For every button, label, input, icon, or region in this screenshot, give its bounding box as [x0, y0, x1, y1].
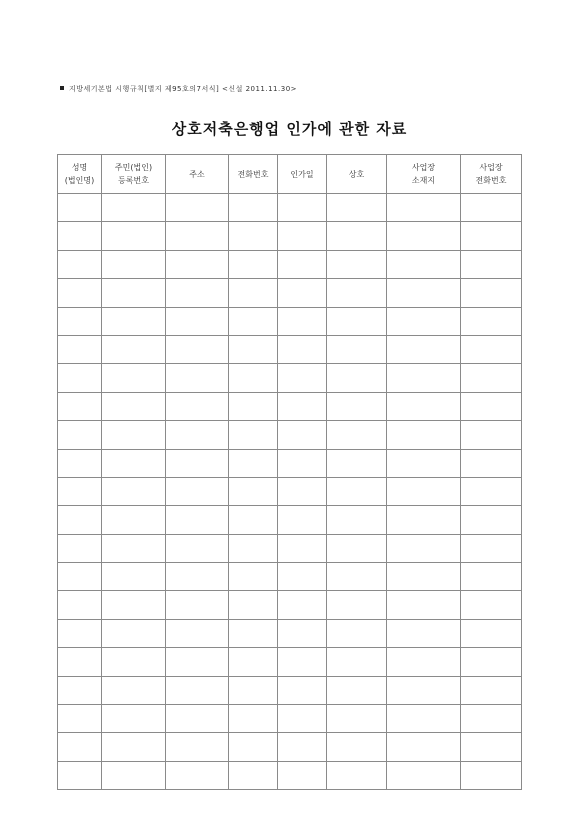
- table-cell: [166, 506, 229, 534]
- table-cell: [327, 733, 387, 761]
- table-cell: [387, 335, 461, 363]
- table-cell: [327, 648, 387, 676]
- table-cell: [278, 676, 327, 704]
- column-header-address: 주소: [166, 155, 229, 194]
- table-cell: [166, 705, 229, 733]
- table-cell: [461, 761, 522, 789]
- table-cell: [327, 449, 387, 477]
- table-cell: [278, 648, 327, 676]
- table-cell: [166, 534, 229, 562]
- table-cell: [58, 534, 102, 562]
- bullet-square-icon: [60, 86, 64, 90]
- table-cell: [387, 194, 461, 222]
- table-cell: [461, 222, 522, 250]
- table-cell: [327, 250, 387, 278]
- table-cell: [461, 392, 522, 420]
- table-cell: [229, 421, 278, 449]
- table-cell: [229, 733, 278, 761]
- table-cell: [387, 364, 461, 392]
- table-row: [58, 619, 522, 647]
- table-row: [58, 733, 522, 761]
- table-cell: [166, 250, 229, 278]
- table-cell: [229, 705, 278, 733]
- table-row: [58, 534, 522, 562]
- table-cell: [387, 307, 461, 335]
- table-cell: [461, 449, 522, 477]
- table-cell: [387, 392, 461, 420]
- table-row: [58, 307, 522, 335]
- table-cell: [278, 449, 327, 477]
- table-row: [58, 392, 522, 420]
- table-cell: [166, 591, 229, 619]
- table-cell: [327, 392, 387, 420]
- table-cell: [58, 477, 102, 505]
- table-cell: [102, 335, 166, 363]
- table-cell: [102, 449, 166, 477]
- table-cell: [166, 279, 229, 307]
- table-cell: [278, 194, 327, 222]
- table-cell: [229, 619, 278, 647]
- table-cell: [229, 591, 278, 619]
- table-cell: [461, 705, 522, 733]
- table-cell: [387, 733, 461, 761]
- table-cell: [327, 591, 387, 619]
- table-cell: [102, 591, 166, 619]
- table-cell: [461, 194, 522, 222]
- table-cell: [278, 421, 327, 449]
- table-cell: [327, 477, 387, 505]
- table-cell: [327, 222, 387, 250]
- table-cell: [387, 648, 461, 676]
- table-cell: [278, 534, 327, 562]
- table-cell: [387, 534, 461, 562]
- table-cell: [327, 279, 387, 307]
- table-cell: [229, 648, 278, 676]
- table-cell: [102, 421, 166, 449]
- form-reference-note: [60, 84, 297, 94]
- table-cell: [58, 392, 102, 420]
- table-cell: [387, 449, 461, 477]
- table-cell: [58, 307, 102, 335]
- table-cell: [229, 761, 278, 789]
- table-cell: [102, 705, 166, 733]
- data-table: [57, 154, 522, 790]
- table-cell: [166, 619, 229, 647]
- table-cell: [102, 733, 166, 761]
- table-cell: [58, 279, 102, 307]
- table-cell: [461, 307, 522, 335]
- table-cell: [166, 194, 229, 222]
- table-header-row: [58, 155, 522, 194]
- table-row: [58, 222, 522, 250]
- table-row: [58, 563, 522, 591]
- table-cell: [58, 619, 102, 647]
- table-cell: [102, 307, 166, 335]
- table-cell: [229, 563, 278, 591]
- table-cell: [387, 279, 461, 307]
- table-row: [58, 506, 522, 534]
- table-cell: [102, 761, 166, 789]
- table-cell: [461, 364, 522, 392]
- table-cell: [166, 392, 229, 420]
- table-cell: [387, 761, 461, 789]
- table-cell: [461, 563, 522, 591]
- table-cell: [278, 591, 327, 619]
- table-cell: [278, 477, 327, 505]
- table-cell: [102, 392, 166, 420]
- form-reference-text: 지방세기본법 시행규칙[별지 제95호의7서식] <신설 2011.11.30>: [69, 85, 298, 93]
- table-cell: [166, 364, 229, 392]
- table-cell: [461, 619, 522, 647]
- table-cell: [58, 705, 102, 733]
- table-cell: [166, 449, 229, 477]
- table-cell: [278, 307, 327, 335]
- table-cell: [58, 364, 102, 392]
- table-cell: [461, 733, 522, 761]
- column-header-business-phone: 사업장 전화번호: [461, 155, 522, 194]
- table-cell: [327, 619, 387, 647]
- table-cell: [229, 250, 278, 278]
- table-cell: [102, 676, 166, 704]
- table-row: [58, 477, 522, 505]
- table-row: [58, 676, 522, 704]
- table-cell: [278, 279, 327, 307]
- table-cell: [278, 705, 327, 733]
- table-cell: [278, 364, 327, 392]
- table-cell: [58, 563, 102, 591]
- table-cell: [166, 733, 229, 761]
- table-cell: [229, 676, 278, 704]
- table-cell: [166, 477, 229, 505]
- table-row: [58, 279, 522, 307]
- table-cell: [387, 477, 461, 505]
- table-cell: [327, 364, 387, 392]
- table-body: [58, 194, 522, 790]
- table-cell: [461, 477, 522, 505]
- table-cell: [461, 506, 522, 534]
- table-row: [58, 364, 522, 392]
- table-cell: [229, 364, 278, 392]
- table-cell: [327, 506, 387, 534]
- table-cell: [229, 307, 278, 335]
- table-cell: [102, 364, 166, 392]
- table-cell: [387, 563, 461, 591]
- table-cell: [102, 506, 166, 534]
- table-cell: [327, 421, 387, 449]
- document-title: 상호저축은행업 인가에 관한 자료: [171, 120, 408, 138]
- table-cell: [58, 591, 102, 619]
- table-cell: [229, 279, 278, 307]
- table-cell: [102, 648, 166, 676]
- table-cell: [58, 506, 102, 534]
- table-row: [58, 194, 522, 222]
- column-header-registration-number: 주민(법인) 등록번호: [102, 155, 166, 194]
- table-cell: [461, 279, 522, 307]
- table-cell: [461, 250, 522, 278]
- table-cell: [278, 335, 327, 363]
- table-cell: [327, 534, 387, 562]
- table-cell: [229, 194, 278, 222]
- table-row: [58, 648, 522, 676]
- table-cell: [327, 307, 387, 335]
- table-cell: [58, 335, 102, 363]
- table-cell: [278, 733, 327, 761]
- table-cell: [461, 648, 522, 676]
- table-cell: [229, 335, 278, 363]
- table-cell: [166, 761, 229, 789]
- table-cell: [229, 506, 278, 534]
- table-cell: [58, 250, 102, 278]
- table-cell: [58, 421, 102, 449]
- table-cell: [229, 534, 278, 562]
- table-cell: [58, 733, 102, 761]
- table-cell: [327, 761, 387, 789]
- table-cell: [166, 222, 229, 250]
- table-cell: [58, 761, 102, 789]
- column-header-name: 성명 (법인명): [58, 155, 102, 194]
- table-cell: [102, 250, 166, 278]
- table-row: [58, 591, 522, 619]
- table-cell: [58, 449, 102, 477]
- table-cell: [166, 307, 229, 335]
- table-cell: [327, 563, 387, 591]
- table-cell: [387, 676, 461, 704]
- table-cell: [278, 222, 327, 250]
- table-cell: [229, 222, 278, 250]
- table-row: [58, 250, 522, 278]
- table-cell: [387, 250, 461, 278]
- table-row: [58, 761, 522, 789]
- table-cell: [387, 591, 461, 619]
- table-cell: [166, 335, 229, 363]
- table-cell: [461, 534, 522, 562]
- table-cell: [166, 563, 229, 591]
- table-row: [58, 449, 522, 477]
- table-cell: [461, 591, 522, 619]
- table-row: [58, 421, 522, 449]
- table-cell: [102, 222, 166, 250]
- table-cell: [278, 761, 327, 789]
- table-row: [58, 705, 522, 733]
- table-cell: [58, 194, 102, 222]
- table-cell: [387, 705, 461, 733]
- table-cell: [461, 421, 522, 449]
- table-cell: [102, 477, 166, 505]
- table-cell: [58, 648, 102, 676]
- table-cell: [229, 449, 278, 477]
- column-header-phone: 전화번호: [229, 155, 278, 194]
- table-cell: [102, 279, 166, 307]
- table-cell: [58, 222, 102, 250]
- table-cell: [229, 477, 278, 505]
- table-cell: [327, 705, 387, 733]
- table-cell: [102, 534, 166, 562]
- column-header-approval-date: 인가일: [278, 155, 327, 194]
- table-cell: [278, 250, 327, 278]
- table-cell: [387, 619, 461, 647]
- column-header-business-name: 상호: [327, 155, 387, 194]
- table-cell: [278, 619, 327, 647]
- table-cell: [327, 194, 387, 222]
- table-cell: [327, 335, 387, 363]
- table-cell: [102, 619, 166, 647]
- table-row: [58, 335, 522, 363]
- table-cell: [278, 563, 327, 591]
- table-cell: [461, 676, 522, 704]
- table-cell: [327, 676, 387, 704]
- table-cell: [278, 506, 327, 534]
- table-cell: [387, 506, 461, 534]
- column-header-business-location: 사업장 소재지: [387, 155, 461, 194]
- table-cell: [102, 194, 166, 222]
- table-cell: [229, 392, 278, 420]
- table-cell: [387, 222, 461, 250]
- table-cell: [58, 676, 102, 704]
- table-cell: [387, 421, 461, 449]
- table-cell: [102, 563, 166, 591]
- table-cell: [166, 676, 229, 704]
- table-cell: [278, 392, 327, 420]
- table-cell: [461, 335, 522, 363]
- table-cell: [166, 648, 229, 676]
- table-cell: [166, 421, 229, 449]
